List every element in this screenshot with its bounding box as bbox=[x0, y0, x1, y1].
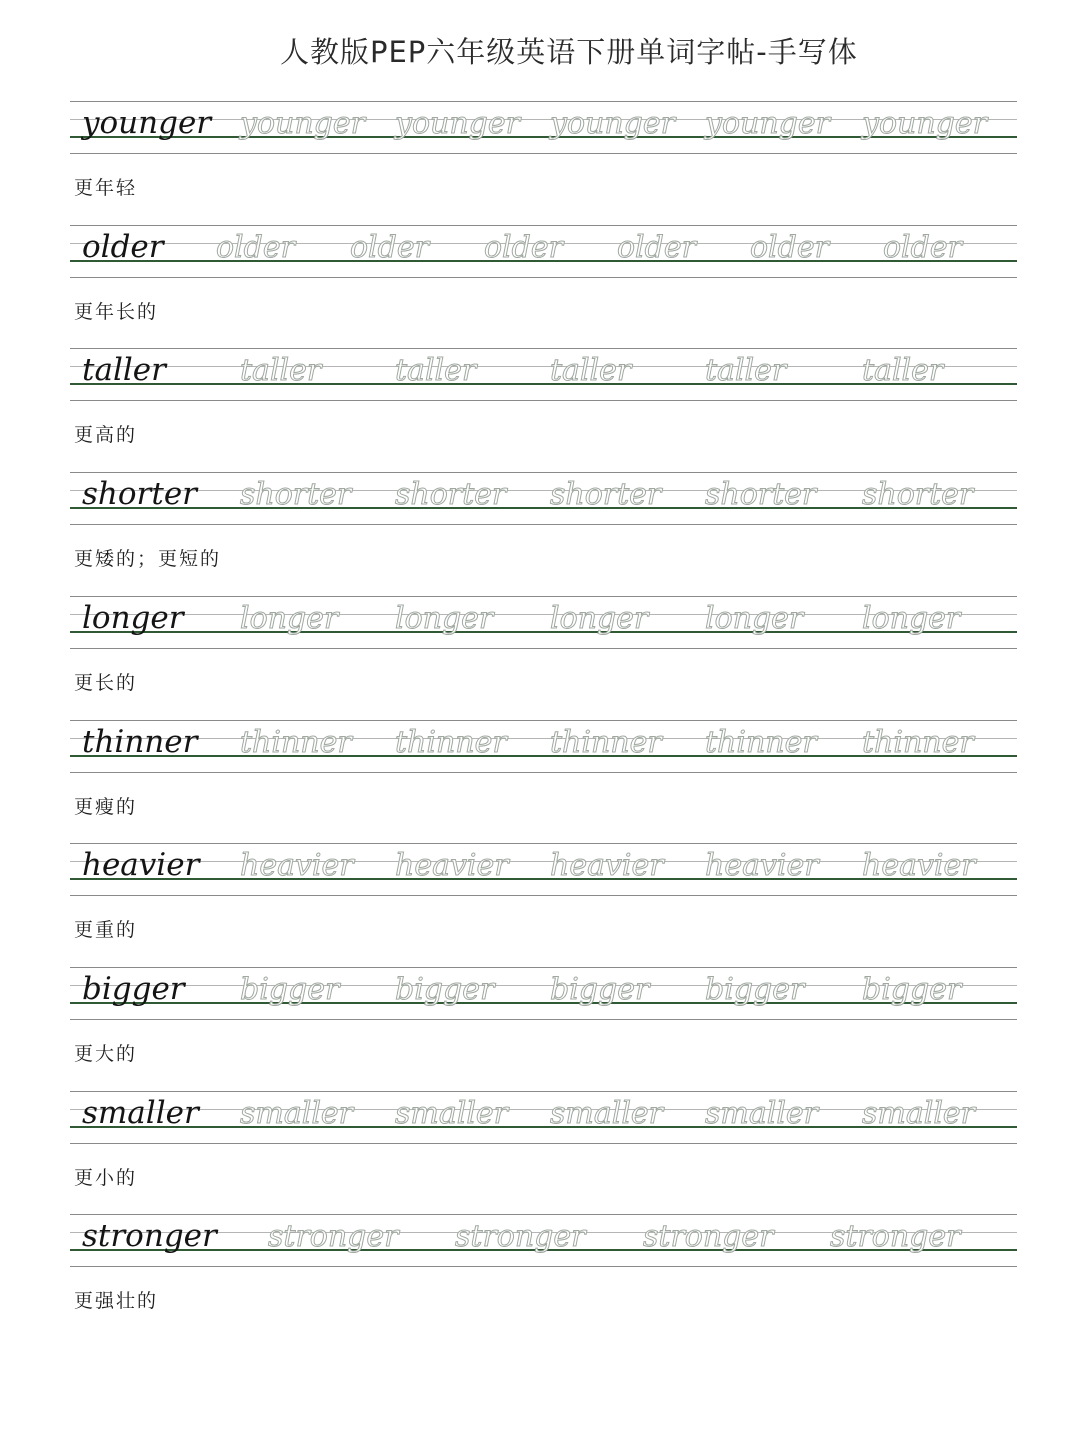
trace-word: shorter bbox=[240, 477, 352, 512]
word-entry bbox=[0, 101, 1080, 225]
trace-word: bigger bbox=[862, 972, 962, 1007]
trace-words bbox=[0, 843, 1080, 903]
trace-word: stronger bbox=[830, 1219, 961, 1254]
trace-word: younger bbox=[862, 106, 987, 141]
trace-word: heavier bbox=[395, 848, 509, 883]
trace-word: older bbox=[617, 230, 696, 265]
trace-word: taller bbox=[862, 353, 944, 388]
trace-word: older bbox=[350, 230, 429, 265]
trace-word: bigger bbox=[395, 972, 495, 1007]
trace-word: smaller bbox=[395, 1096, 509, 1131]
word-entry bbox=[0, 225, 1080, 349]
trace-word: longer bbox=[705, 601, 804, 636]
chinese-meaning: 更强壮的 bbox=[74, 1290, 159, 1312]
trace-word: shorter bbox=[705, 477, 817, 512]
trace-word: bigger bbox=[240, 972, 340, 1007]
word-entry bbox=[0, 472, 1080, 596]
trace-words bbox=[0, 101, 1080, 161]
trace-word: shorter bbox=[862, 477, 974, 512]
trace-word: longer bbox=[862, 601, 961, 636]
trace-word: taller bbox=[705, 353, 787, 388]
trace-word: shorter bbox=[550, 477, 662, 512]
chinese-meaning: 更长的 bbox=[74, 672, 138, 694]
trace-word: heavier bbox=[705, 848, 819, 883]
model-word: older bbox=[82, 229, 164, 265]
trace-word: thinner bbox=[862, 725, 974, 760]
trace-words bbox=[0, 472, 1080, 532]
trace-word: bigger bbox=[550, 972, 650, 1007]
trace-word: stronger bbox=[643, 1219, 774, 1254]
word-entry bbox=[0, 1091, 1080, 1215]
trace-word: longer bbox=[550, 601, 649, 636]
trace-words bbox=[0, 596, 1080, 656]
trace-word: longer bbox=[240, 601, 339, 636]
chinese-meaning: 更矮的；更短的 bbox=[74, 548, 222, 570]
chinese-meaning: 更重的 bbox=[74, 919, 138, 941]
model-word: younger bbox=[82, 105, 212, 141]
model-word: stronger bbox=[82, 1218, 217, 1254]
model-word: thinner bbox=[82, 724, 198, 760]
trace-word: younger bbox=[395, 106, 520, 141]
chinese-meaning: 更年长的 bbox=[74, 301, 159, 323]
trace-word: thinner bbox=[395, 725, 507, 760]
trace-word: shorter bbox=[395, 477, 507, 512]
trace-word: younger bbox=[705, 106, 830, 141]
trace-word: older bbox=[216, 230, 295, 265]
page-title: 人教版PEP六年级英语下册单词字帖-手写体 bbox=[280, 35, 858, 69]
word-entry bbox=[0, 720, 1080, 844]
trace-word: smaller bbox=[550, 1096, 664, 1131]
trace-word: thinner bbox=[705, 725, 817, 760]
trace-word: taller bbox=[240, 353, 322, 388]
word-entry bbox=[0, 348, 1080, 472]
trace-word: thinner bbox=[550, 725, 662, 760]
trace-words bbox=[0, 720, 1080, 780]
trace-word: taller bbox=[550, 353, 632, 388]
chinese-meaning: 更小的 bbox=[74, 1167, 138, 1189]
trace-word: thinner bbox=[240, 725, 352, 760]
trace-word: stronger bbox=[268, 1219, 399, 1254]
trace-word: bigger bbox=[705, 972, 805, 1007]
model-word: shorter bbox=[82, 476, 197, 512]
model-word: heavier bbox=[82, 847, 200, 883]
word-entry bbox=[0, 843, 1080, 967]
chinese-meaning: 更年轻 bbox=[74, 177, 138, 199]
trace-word: taller bbox=[395, 353, 477, 388]
trace-word: stronger bbox=[455, 1219, 586, 1254]
trace-word: smaller bbox=[705, 1096, 819, 1131]
trace-words bbox=[0, 225, 1080, 285]
trace-word: older bbox=[484, 230, 563, 265]
chinese-meaning: 更高的 bbox=[74, 424, 138, 446]
trace-words bbox=[0, 1214, 1080, 1274]
model-word: smaller bbox=[82, 1095, 199, 1131]
word-entry bbox=[0, 967, 1080, 1091]
trace-words bbox=[0, 1091, 1080, 1151]
word-entry bbox=[0, 1214, 1080, 1338]
word-entry bbox=[0, 596, 1080, 720]
trace-words bbox=[0, 348, 1080, 408]
trace-word: heavier bbox=[240, 848, 354, 883]
trace-word: smaller bbox=[240, 1096, 354, 1131]
trace-word: younger bbox=[240, 106, 365, 141]
trace-word: smaller bbox=[862, 1096, 976, 1131]
trace-word: older bbox=[883, 230, 962, 265]
chinese-meaning: 更大的 bbox=[74, 1043, 138, 1065]
trace-word: heavier bbox=[862, 848, 976, 883]
trace-word: heavier bbox=[550, 848, 664, 883]
trace-word: younger bbox=[550, 106, 675, 141]
trace-words bbox=[0, 967, 1080, 1027]
trace-word: longer bbox=[395, 601, 494, 636]
chinese-meaning: 更瘦的 bbox=[74, 796, 138, 818]
model-word: taller bbox=[82, 352, 166, 388]
model-word: bigger bbox=[82, 971, 185, 1007]
trace-word: older bbox=[750, 230, 829, 265]
model-word: longer bbox=[82, 600, 184, 636]
